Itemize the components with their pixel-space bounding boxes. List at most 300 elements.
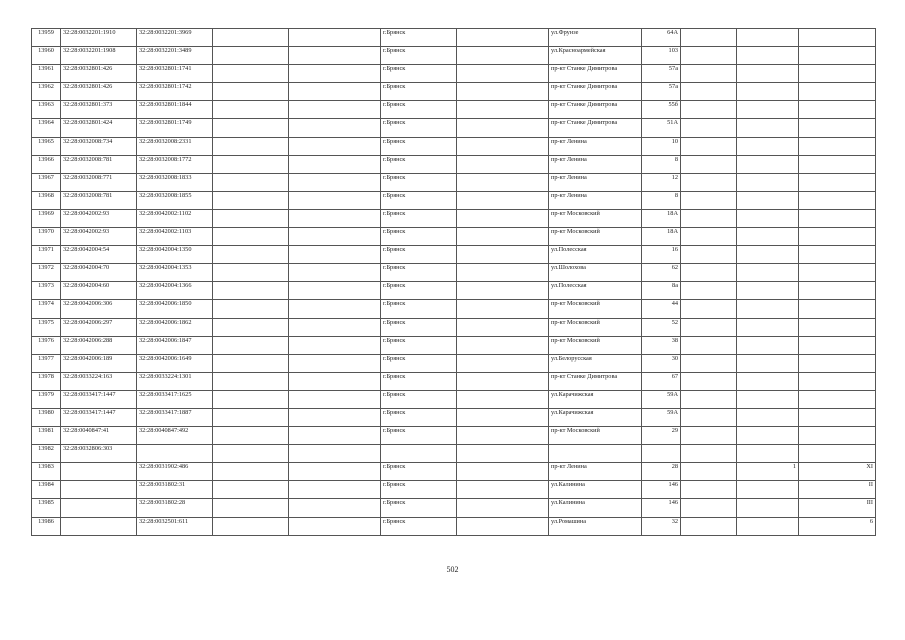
table-cell: 57а bbox=[642, 83, 681, 101]
table-row bbox=[32, 191, 876, 209]
table-cell: 13984 bbox=[32, 481, 61, 499]
table-cell: пр-кт Московский bbox=[549, 228, 642, 246]
table-cell: пр-кт Ленина bbox=[549, 463, 642, 481]
registry-table bbox=[31, 28, 876, 536]
table-cell: 30 bbox=[642, 354, 681, 372]
table-cell bbox=[289, 119, 381, 137]
table-cell bbox=[213, 517, 289, 535]
table-cell bbox=[213, 29, 289, 47]
table-row bbox=[32, 318, 876, 336]
table-cell bbox=[213, 372, 289, 390]
table-cell bbox=[289, 463, 381, 481]
table-cell bbox=[681, 264, 737, 282]
table-cell bbox=[681, 427, 737, 445]
table-cell: 13979 bbox=[32, 390, 61, 408]
table-row bbox=[32, 282, 876, 300]
table-cell: 18А bbox=[642, 209, 681, 227]
table-cell: г.Брянск bbox=[381, 264, 457, 282]
table-cell: 32 bbox=[642, 517, 681, 535]
table-cell bbox=[799, 173, 876, 191]
table-cell bbox=[213, 65, 289, 83]
table-cell bbox=[457, 47, 549, 65]
table-cell bbox=[681, 481, 737, 499]
table-cell bbox=[737, 155, 799, 173]
table-cell bbox=[681, 499, 737, 517]
table-cell bbox=[681, 336, 737, 354]
table-cell bbox=[457, 408, 549, 426]
table-cell: 13961 bbox=[32, 65, 61, 83]
table-cell: 13965 bbox=[32, 137, 61, 155]
table-cell bbox=[137, 445, 213, 463]
table-cell bbox=[737, 499, 799, 517]
table-cell: г.Брянск bbox=[381, 390, 457, 408]
table-cell bbox=[213, 119, 289, 137]
table-cell: 32:28:0033224:163 bbox=[61, 372, 137, 390]
table-cell: 32:28:0033417:1447 bbox=[61, 390, 137, 408]
table-cell bbox=[737, 65, 799, 83]
table-cell bbox=[737, 228, 799, 246]
table-cell bbox=[681, 83, 737, 101]
table-cell bbox=[681, 445, 737, 463]
table-cell: 64А bbox=[642, 29, 681, 47]
table-cell: 13981 bbox=[32, 427, 61, 445]
table-row bbox=[32, 354, 876, 372]
table-cell bbox=[799, 191, 876, 209]
table-cell: г.Брянск bbox=[381, 372, 457, 390]
table-cell bbox=[289, 499, 381, 517]
table-cell: г.Брянск bbox=[381, 83, 457, 101]
table-cell bbox=[737, 427, 799, 445]
table-cell: 32:28:0032008:734 bbox=[61, 137, 137, 155]
table-cell: пр-кт Станке Димитрова bbox=[549, 65, 642, 83]
table-cell bbox=[681, 390, 737, 408]
table-cell bbox=[681, 300, 737, 318]
table-cell bbox=[213, 499, 289, 517]
table-cell bbox=[681, 173, 737, 191]
table-cell bbox=[681, 47, 737, 65]
table-cell bbox=[289, 137, 381, 155]
table-cell bbox=[213, 282, 289, 300]
table-cell: 32:28:0042006:189 bbox=[61, 354, 137, 372]
table-cell: пр-кт Московский bbox=[549, 209, 642, 227]
table-cell bbox=[457, 354, 549, 372]
table-cell bbox=[799, 155, 876, 173]
table-cell bbox=[457, 246, 549, 264]
table-cell: 32:28:0032801:1742 bbox=[137, 83, 213, 101]
table-cell: пр-кт Станке Димитрова bbox=[549, 101, 642, 119]
table-cell: ул.Полесская bbox=[549, 282, 642, 300]
table-cell bbox=[681, 137, 737, 155]
table-cell: г.Брянск bbox=[381, 47, 457, 65]
table-cell: 32:28:0032801:426 bbox=[61, 83, 137, 101]
table-cell: пр-кт Ленина bbox=[549, 173, 642, 191]
table-cell: г.Брянск bbox=[381, 173, 457, 191]
table-cell: 32:28:0032008:1833 bbox=[137, 173, 213, 191]
table-cell: 32:28:0042004:1350 bbox=[137, 246, 213, 264]
table-cell: 13980 bbox=[32, 408, 61, 426]
table-cell: 13973 bbox=[32, 282, 61, 300]
table-cell: II bbox=[799, 481, 876, 499]
table-cell bbox=[289, 445, 381, 463]
table-cell bbox=[642, 445, 681, 463]
table-cell bbox=[457, 228, 549, 246]
table-cell bbox=[737, 336, 799, 354]
table-cell bbox=[289, 47, 381, 65]
table-cell: г.Брянск bbox=[381, 101, 457, 119]
table-cell: пр-кт Станке Димитрова bbox=[549, 372, 642, 390]
table-cell bbox=[681, 282, 737, 300]
table-cell bbox=[799, 390, 876, 408]
table-cell bbox=[289, 300, 381, 318]
table-cell bbox=[213, 173, 289, 191]
table-cell bbox=[213, 191, 289, 209]
table-cell bbox=[289, 264, 381, 282]
table-cell: пр-кт Московский bbox=[549, 300, 642, 318]
table-cell: г.Брянск bbox=[381, 246, 457, 264]
table-cell: 32:28:0032008:771 bbox=[61, 173, 137, 191]
table-cell bbox=[213, 155, 289, 173]
table-cell bbox=[457, 300, 549, 318]
table-cell: ул.Калинина bbox=[549, 481, 642, 499]
table-cell: г.Брянск bbox=[381, 282, 457, 300]
table-cell bbox=[737, 83, 799, 101]
table-cell bbox=[799, 83, 876, 101]
table-cell bbox=[457, 155, 549, 173]
table-cell bbox=[289, 517, 381, 535]
table-row bbox=[32, 29, 876, 47]
table-cell bbox=[213, 209, 289, 227]
table-row bbox=[32, 300, 876, 318]
table-cell: г.Брянск bbox=[381, 336, 457, 354]
table-cell bbox=[737, 408, 799, 426]
table-cell: 32:28:0042004:54 bbox=[61, 246, 137, 264]
table-cell bbox=[681, 408, 737, 426]
table-cell: 32:28:0042002:93 bbox=[61, 209, 137, 227]
table-cell: 12 bbox=[642, 173, 681, 191]
table-cell: 16 bbox=[642, 246, 681, 264]
table-cell bbox=[289, 246, 381, 264]
table-row bbox=[32, 246, 876, 264]
table-cell: 13982 bbox=[32, 445, 61, 463]
table-row bbox=[32, 173, 876, 191]
table-cell: 32:28:0042004:1353 bbox=[137, 264, 213, 282]
table-cell: 28 bbox=[642, 463, 681, 481]
table-cell: 13986 bbox=[32, 517, 61, 535]
table-cell: 13983 bbox=[32, 463, 61, 481]
table-cell: ул.Карачижская bbox=[549, 390, 642, 408]
table-cell: 32:28:0042006:1850 bbox=[137, 300, 213, 318]
table-cell bbox=[457, 101, 549, 119]
table-cell: г.Брянск bbox=[381, 29, 457, 47]
table-cell: 44 bbox=[642, 300, 681, 318]
table-cell bbox=[799, 246, 876, 264]
table-cell: ул.Красноармейская bbox=[549, 47, 642, 65]
table-cell: 57а bbox=[642, 65, 681, 83]
table-cell: г.Брянск bbox=[381, 463, 457, 481]
table-cell bbox=[213, 445, 289, 463]
table-cell: 38 bbox=[642, 336, 681, 354]
table-row bbox=[32, 499, 876, 517]
table-cell bbox=[457, 445, 549, 463]
table-cell: г.Брянск bbox=[381, 137, 457, 155]
table-cell: 13985 bbox=[32, 499, 61, 517]
table-cell bbox=[213, 427, 289, 445]
table-cell bbox=[289, 65, 381, 83]
table-cell bbox=[213, 264, 289, 282]
table-cell: 52 bbox=[642, 318, 681, 336]
table-cell: 13967 bbox=[32, 173, 61, 191]
table-cell bbox=[737, 354, 799, 372]
table-cell bbox=[213, 463, 289, 481]
table-cell: 32:28:0033417:1447 bbox=[61, 408, 137, 426]
table-cell: г.Брянск bbox=[381, 228, 457, 246]
table-row bbox=[32, 47, 876, 65]
table-cell bbox=[737, 318, 799, 336]
table-cell: 32:28:0042004:1366 bbox=[137, 282, 213, 300]
table-cell bbox=[799, 101, 876, 119]
table-cell bbox=[681, 101, 737, 119]
table-cell bbox=[457, 499, 549, 517]
table-cell bbox=[289, 173, 381, 191]
table-cell: 32:28:0032801:1844 bbox=[137, 101, 213, 119]
table-cell bbox=[799, 137, 876, 155]
table-cell bbox=[737, 209, 799, 227]
table-cell bbox=[457, 282, 549, 300]
table-cell bbox=[61, 463, 137, 481]
table-cell bbox=[457, 119, 549, 137]
table-cell: г.Брянск bbox=[381, 191, 457, 209]
table-cell: ул.Ромашина bbox=[549, 517, 642, 535]
table-cell: г.Брянск bbox=[381, 354, 457, 372]
table-cell bbox=[737, 264, 799, 282]
table-row bbox=[32, 427, 876, 445]
table-cell bbox=[681, 119, 737, 137]
table-cell: 13974 bbox=[32, 300, 61, 318]
table-row bbox=[32, 228, 876, 246]
table-cell: 103 bbox=[642, 47, 681, 65]
table-cell: 32:28:0042006:1847 bbox=[137, 336, 213, 354]
table-cell: 32:28:0032801:426 bbox=[61, 65, 137, 83]
table-cell bbox=[799, 427, 876, 445]
table-cell: ул.Карачижская bbox=[549, 408, 642, 426]
table-cell: 32:28:0032201:3969 bbox=[137, 29, 213, 47]
table-cell bbox=[799, 336, 876, 354]
table-cell bbox=[457, 173, 549, 191]
table-cell: 10 bbox=[642, 137, 681, 155]
table-cell bbox=[213, 83, 289, 101]
table-cell bbox=[799, 29, 876, 47]
table-cell bbox=[799, 228, 876, 246]
table-cell: г.Брянск bbox=[381, 209, 457, 227]
table-cell bbox=[457, 29, 549, 47]
table-cell bbox=[457, 65, 549, 83]
table-cell: г.Брянск bbox=[381, 499, 457, 517]
table-cell: ул.Фрунзе bbox=[549, 29, 642, 47]
table-cell: 32:28:0040847:41 bbox=[61, 427, 137, 445]
table-cell bbox=[737, 481, 799, 499]
table-cell bbox=[213, 228, 289, 246]
table-cell bbox=[213, 354, 289, 372]
table-cell bbox=[737, 445, 799, 463]
table-cell: пр-кт Ленина bbox=[549, 137, 642, 155]
table-cell: 32:28:0032806:303 bbox=[61, 445, 137, 463]
table-cell bbox=[737, 173, 799, 191]
table-cell bbox=[799, 300, 876, 318]
table-cell bbox=[799, 445, 876, 463]
table-cell: 32:28:0042006:297 bbox=[61, 318, 137, 336]
table-cell: 32:28:0031802:28 bbox=[137, 499, 213, 517]
table-cell: г.Брянск bbox=[381, 427, 457, 445]
table-row bbox=[32, 517, 876, 535]
table-cell bbox=[737, 282, 799, 300]
table-cell: 32:28:0042006:1649 bbox=[137, 354, 213, 372]
table-cell bbox=[681, 228, 737, 246]
table-cell: 32:28:0042002:93 bbox=[61, 228, 137, 246]
table-cell: пр-кт Московский bbox=[549, 318, 642, 336]
table-cell: 8 bbox=[642, 191, 681, 209]
table-cell: 13972 bbox=[32, 264, 61, 282]
table-cell: 13963 bbox=[32, 101, 61, 119]
table-cell: 59А bbox=[642, 390, 681, 408]
table-cell: пр-кт Ленина bbox=[549, 191, 642, 209]
table-cell: пр-кт Московский bbox=[549, 336, 642, 354]
table-row bbox=[32, 336, 876, 354]
table-cell bbox=[289, 427, 381, 445]
table-cell: 51А bbox=[642, 119, 681, 137]
table-cell bbox=[457, 517, 549, 535]
table-cell bbox=[381, 445, 457, 463]
table-cell bbox=[457, 83, 549, 101]
table-cell bbox=[681, 372, 737, 390]
table-cell: г.Брянск bbox=[381, 408, 457, 426]
table-cell: 13962 bbox=[32, 83, 61, 101]
table-cell bbox=[799, 264, 876, 282]
table-cell: г.Брянск bbox=[381, 318, 457, 336]
table-row bbox=[32, 264, 876, 282]
table-cell bbox=[737, 137, 799, 155]
table-cell: 13977 bbox=[32, 354, 61, 372]
table-cell bbox=[457, 336, 549, 354]
table-row bbox=[32, 119, 876, 137]
table-cell bbox=[457, 209, 549, 227]
table-row bbox=[32, 101, 876, 119]
table-row bbox=[32, 463, 876, 481]
table-cell bbox=[737, 372, 799, 390]
table-cell: 62 bbox=[642, 264, 681, 282]
table-cell bbox=[457, 372, 549, 390]
table-cell bbox=[289, 336, 381, 354]
table-cell: ул.Полесская bbox=[549, 246, 642, 264]
table-cell: 32:28:0042006:288 bbox=[61, 336, 137, 354]
table-cell: 32:28:0032008:781 bbox=[61, 155, 137, 173]
table-cell: ул.Калинина bbox=[549, 499, 642, 517]
table-cell: 67 bbox=[642, 372, 681, 390]
table-cell bbox=[737, 300, 799, 318]
table-row bbox=[32, 408, 876, 426]
table-cell bbox=[457, 191, 549, 209]
table-cell bbox=[681, 354, 737, 372]
table-cell bbox=[289, 481, 381, 499]
table-cell bbox=[681, 463, 737, 481]
table-cell: ул.Белорусская bbox=[549, 354, 642, 372]
table-cell bbox=[737, 29, 799, 47]
table-cell: 13966 bbox=[32, 155, 61, 173]
table-cell bbox=[457, 481, 549, 499]
table-cell: 13978 bbox=[32, 372, 61, 390]
table-cell bbox=[681, 29, 737, 47]
table-cell: 32:28:0032801:1741 bbox=[137, 65, 213, 83]
table-cell: 32:28:0032801:373 bbox=[61, 101, 137, 119]
table-cell: 13964 bbox=[32, 119, 61, 137]
table-cell bbox=[737, 119, 799, 137]
table-cell bbox=[457, 390, 549, 408]
table-cell: 32:28:0033417:1625 bbox=[137, 390, 213, 408]
table-cell: 32:28:0042002:1102 bbox=[137, 209, 213, 227]
table-cell bbox=[681, 246, 737, 264]
table-cell: 1 bbox=[737, 463, 799, 481]
table-row bbox=[32, 83, 876, 101]
table-cell: г.Брянск bbox=[381, 119, 457, 137]
table-cell: г.Брянск bbox=[381, 155, 457, 173]
table-cell bbox=[799, 282, 876, 300]
table-cell: 32:28:0042004:70 bbox=[61, 264, 137, 282]
table-cell bbox=[799, 354, 876, 372]
table-cell bbox=[799, 47, 876, 65]
table-cell: г.Брянск bbox=[381, 481, 457, 499]
table-cell bbox=[457, 427, 549, 445]
table-cell bbox=[213, 137, 289, 155]
table-cell: г.Брянск bbox=[381, 517, 457, 535]
table-cell bbox=[289, 408, 381, 426]
table-cell bbox=[737, 101, 799, 119]
table-cell bbox=[457, 264, 549, 282]
table-cell bbox=[737, 191, 799, 209]
table-cell: 32:28:0032801:1749 bbox=[137, 119, 213, 137]
table-cell: 6 bbox=[799, 517, 876, 535]
table-cell: 29 bbox=[642, 427, 681, 445]
table-cell: 32:28:0032008:1855 bbox=[137, 191, 213, 209]
table-cell: 32:28:0040847:492 bbox=[137, 427, 213, 445]
table-cell bbox=[213, 47, 289, 65]
table-cell: 59А bbox=[642, 408, 681, 426]
table-cell bbox=[289, 318, 381, 336]
table-cell: 13970 bbox=[32, 228, 61, 246]
table-cell: 8а bbox=[642, 282, 681, 300]
table-cell bbox=[213, 481, 289, 499]
table-cell bbox=[289, 191, 381, 209]
table-cell: 13975 bbox=[32, 318, 61, 336]
table-cell: 18А bbox=[642, 228, 681, 246]
table-row bbox=[32, 372, 876, 390]
table-cell: 32:28:0032201:1910 bbox=[61, 29, 137, 47]
table-cell bbox=[799, 209, 876, 227]
table-cell bbox=[61, 481, 137, 499]
table-cell: XI bbox=[799, 463, 876, 481]
table-cell: 13969 bbox=[32, 209, 61, 227]
table-cell bbox=[799, 408, 876, 426]
table-cell: 32:28:0042002:1103 bbox=[137, 228, 213, 246]
table-cell bbox=[549, 445, 642, 463]
table-cell: 32:28:0032801:424 bbox=[61, 119, 137, 137]
table-cell: 32:28:0032201:1908 bbox=[61, 47, 137, 65]
table-cell: пр-кт Станке Димитрова bbox=[549, 119, 642, 137]
table-cell bbox=[213, 336, 289, 354]
table-cell: пр-кт Московский bbox=[549, 427, 642, 445]
table-cell bbox=[681, 209, 737, 227]
table-cell bbox=[799, 318, 876, 336]
table-cell: 32:28:0032008:781 bbox=[61, 191, 137, 209]
table-cell: 32:28:0032501:611 bbox=[137, 517, 213, 535]
